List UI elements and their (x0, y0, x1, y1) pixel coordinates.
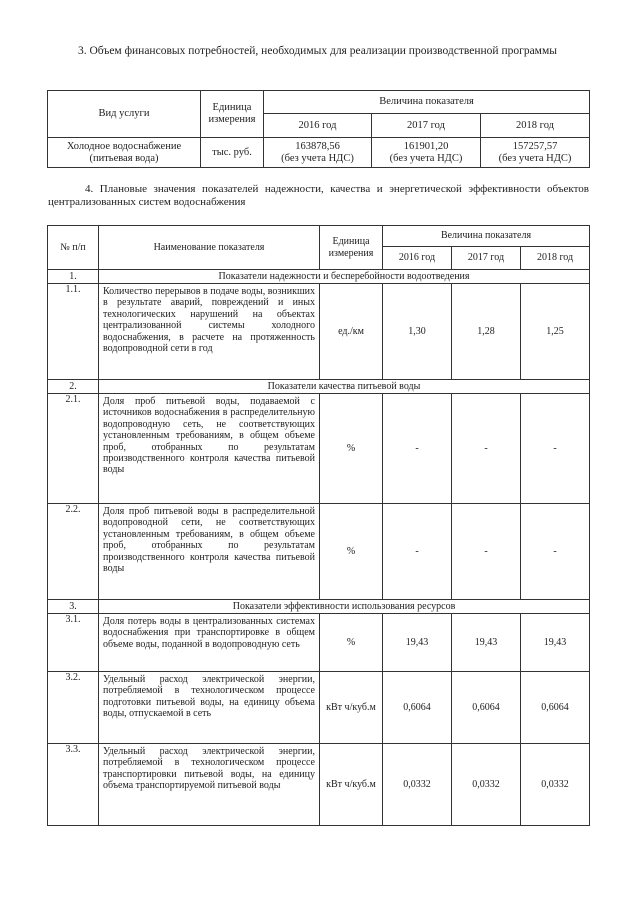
indicator-unit: ед./км (320, 284, 383, 380)
indicators-table (47, 225, 590, 826)
group-num: 3. (48, 600, 99, 614)
value-cell: 1,25 (521, 284, 590, 380)
table-row (48, 672, 590, 744)
row-num: 2.1. (48, 394, 99, 504)
value-cell: - (521, 394, 590, 504)
table-row (48, 744, 590, 826)
group-title: Показатели качества питьевой воды (99, 380, 590, 394)
value-cell: 1,30 (383, 284, 452, 380)
header-year: 2017 год (452, 247, 521, 270)
value-cell: - (383, 504, 452, 600)
service-unit: тыс. руб. (201, 138, 264, 168)
value-cell: - (383, 394, 452, 504)
header-value: Величина показателя (264, 91, 590, 114)
indicator-name: Доля потерь воды в централизованных системах водоснабжения при транспортировке в общем объеме воды, поданной в водопроводную сеть (99, 614, 320, 672)
header-unit: Единица измерения (201, 91, 264, 138)
value-cell: 157257,57 (без учета НДС) (481, 138, 590, 168)
row-num: 1.1. (48, 284, 99, 380)
value-cell: 19,43 (452, 614, 521, 672)
header-value: Величина показателя (383, 226, 590, 247)
group-num: 1. (48, 270, 99, 284)
group-title: Показатели надежности и бесперебойности водоотведения (99, 270, 590, 284)
value-cell: - (521, 504, 590, 600)
header-year: 2016 год (264, 114, 372, 138)
value-cell: 0,0332 (383, 744, 452, 826)
value-cell: 0,6064 (452, 672, 521, 744)
indicator-unit: % (320, 394, 383, 504)
group-title: Показатели эффективности использования ресурсов (99, 600, 590, 614)
value-cell: 0,6064 (383, 672, 452, 744)
group-row (48, 600, 590, 614)
value-cell: 0,0332 (521, 744, 590, 826)
row-num: 3.2. (48, 672, 99, 744)
indicator-unit: кВт ч/куб.м (320, 744, 383, 826)
group-num: 2. (48, 380, 99, 394)
indicator-name: Доля проб питьевой воды, подаваемой с источников водоснабжения в распределительную водопроводную сеть, не соответствующих установленным требованиям, в общем объеме проб, отобранных по результатам производственного контроля качества питьевой воды (99, 394, 320, 504)
indicator-name: Количество перерывов в подаче воды, возникших в результате аварий, повреждений и иных технологических нарушений на объектах централизованной системы холодного водоснабжения, в расчете на протяженность водопроводной сети в год (99, 284, 320, 380)
table-row (48, 138, 590, 168)
header-year: 2017 год (372, 114, 481, 138)
value-cell: 19,43 (383, 614, 452, 672)
table-row (48, 394, 590, 504)
group-row (48, 270, 590, 284)
value-cell: 19,43 (521, 614, 590, 672)
value-cell: 161901,20 (без учета НДС) (372, 138, 481, 168)
value-cell: 163878,56 (без учета НДС) (264, 138, 372, 168)
table-row (48, 284, 590, 380)
header-service: Вид услуги (48, 91, 201, 138)
indicator-name: Доля проб питьевой воды в распределительной водопроводной сети, не соответствующих установленным требованиям, в общем объеме проб, отобранных по результатам производственного контроля качества питьевой воды (99, 504, 320, 600)
section-3-title: 3. Объем финансовых потребностей, необходимых для реализации производственной программы (78, 45, 557, 57)
header-num: № п/п (48, 226, 99, 270)
section-4-title: 4. Плановые значения показателей надежности, качества и энергетической эффективности объектов централизованных систем водоснабжения (48, 183, 589, 208)
header-year: 2018 год (481, 114, 590, 138)
indicator-name: Удельный расход электрической энергии, потребляемой в технологическом процессе транспортировки питьевой воды, на единицу объема транспортируемой питьевой воды (99, 744, 320, 826)
header-year: 2018 год (521, 247, 590, 270)
financial-needs-table (47, 90, 590, 168)
row-num: 2.2. (48, 504, 99, 600)
indicator-unit: % (320, 504, 383, 600)
indicator-unit: % (320, 614, 383, 672)
row-num: 3.3. (48, 744, 99, 826)
row-num: 3.1. (48, 614, 99, 672)
table-row (48, 504, 590, 600)
value-cell: 0,6064 (521, 672, 590, 744)
header-year: 2016 год (383, 247, 452, 270)
indicator-unit: кВт ч/куб.м (320, 672, 383, 744)
header-unit: Единица измерения (320, 226, 383, 270)
indicator-name: Удельный расход электрической энергии, потребляемой в технологическом процессе подготовки питьевой воды, на единицу объема воды, отпускаемой в сеть (99, 672, 320, 744)
value-cell: 1,28 (452, 284, 521, 380)
group-row (48, 380, 590, 394)
value-cell: 0,0332 (452, 744, 521, 826)
header-name: Наименование показателя (99, 226, 320, 270)
value-cell: - (452, 394, 521, 504)
value-cell: - (452, 504, 521, 600)
table-row (48, 614, 590, 672)
service-name: Холодное водоснабжение (питьевая вода) (48, 138, 201, 168)
